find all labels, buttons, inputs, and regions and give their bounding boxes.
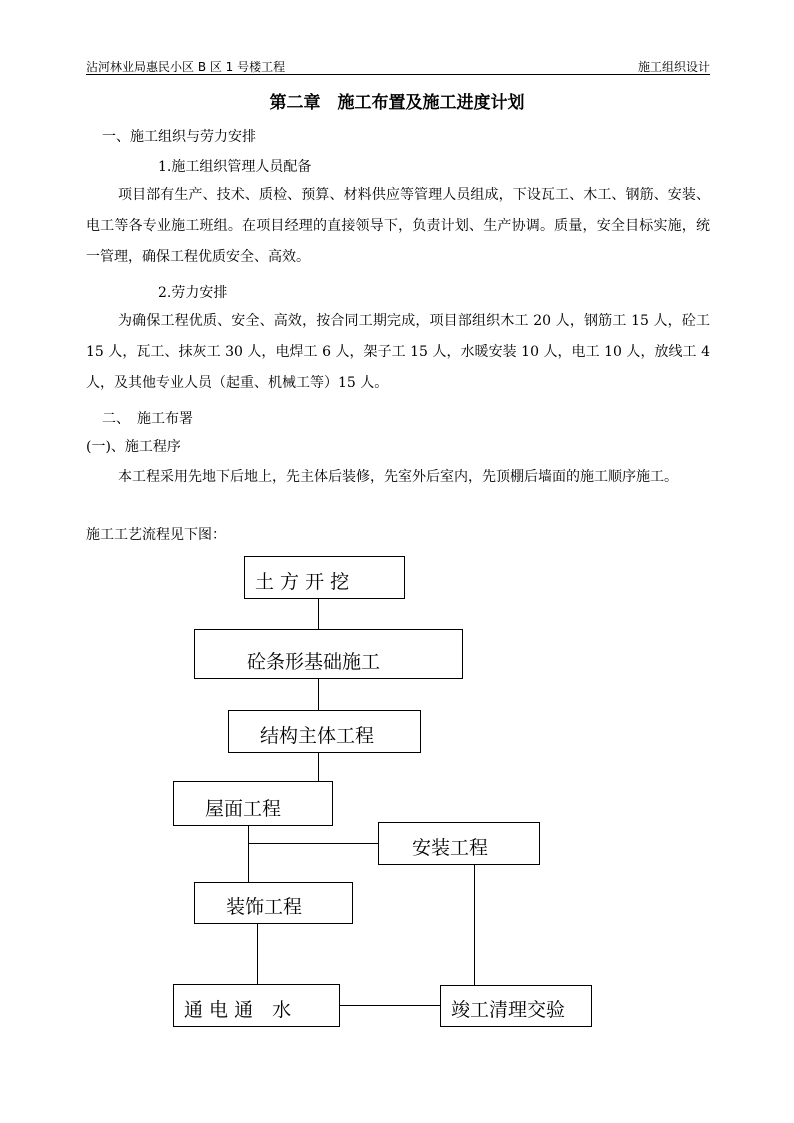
section1-sub1-heading: 1.施工组织管理人员配备 — [158, 159, 312, 175]
header-project-name: 沾河林业局惠民小区 B 区 1 号楼工程 — [86, 60, 286, 74]
box-foundation — [194, 629, 463, 679]
connector-branch-installation — [248, 843, 379, 844]
connector-foundation-structure — [318, 678, 319, 711]
box-completion-label: 竣工清理交验 — [451, 999, 566, 1021]
box-foundation-label: 砼条形基础施工 — [247, 651, 381, 673]
section2-sub1-heading: (一)、施工程序 — [86, 439, 181, 455]
box-utilities-label: 通 电 通 水 — [184, 999, 292, 1021]
box-structure — [228, 710, 421, 753]
box-installation-label: 安装工程 — [412, 837, 489, 859]
box-utilities — [173, 984, 340, 1027]
box-completion — [440, 985, 592, 1027]
connector-utilities-completion — [339, 1005, 441, 1006]
section1-sub2-paragraph: 为确保工程优质、安全、高效，按合同工期完成，项目部组织木工 20 人，钢筋工 15 人，砼工 15 人，瓦工、抹灰工 30 人，电焊工 6 人，架子工 15 人，水暖安装 10 人，电工 10 人，放线工 4 人，及其他专业人员（起重、机械工等）15 人。 — [86, 313, 710, 391]
section2-heading: 二、 施工布署 — [102, 411, 193, 427]
connector-decoration-utilities — [257, 923, 258, 985]
connector-structure-roof — [318, 752, 319, 782]
section1-sub2-heading: 2.劳力安排 — [158, 285, 228, 301]
box-earthwork-label: 土 方 开 挖 — [255, 571, 350, 593]
chapter-title: 第二章 施工布置及施工进度计划 — [269, 93, 525, 113]
page-header — [86, 56, 710, 75]
box-roof-label: 屋面工程 — [205, 798, 282, 820]
section2-sub1-paragraph: 本工程采用先地下后地上，先主体后装修，先室外后室内，先顶棚后墙面的施工顺序施工。 — [118, 469, 678, 485]
box-roof — [173, 781, 333, 826]
header-document-type: 施工组织设计 — [637, 60, 710, 74]
box-decoration — [194, 882, 353, 924]
box-earthwork — [244, 556, 405, 599]
box-structure-label: 结构主体工程 — [260, 725, 375, 747]
box-decoration-label: 装饰工程 — [226, 896, 303, 918]
flow-caption: 施工工艺流程见下图： — [86, 527, 226, 543]
box-installation — [378, 822, 540, 865]
section1-sub1-paragraph: 项目部有生产、技术、质检、预算、材料供应等管理人员组成，下设瓦工、木工、钢筋、安装、电工等各专业施工班组。在项目经理的直接领导下，负责计划、生产协调。质量，安全目标实施，统一管理，确保工程优质安全、高效。 — [86, 187, 710, 265]
connector-roof-decoration — [248, 825, 249, 883]
connector-installation-completion — [474, 864, 475, 986]
connector-earthwork-foundation — [318, 598, 319, 630]
section1-heading: 一、施工组织与劳力安排 — [102, 129, 256, 145]
